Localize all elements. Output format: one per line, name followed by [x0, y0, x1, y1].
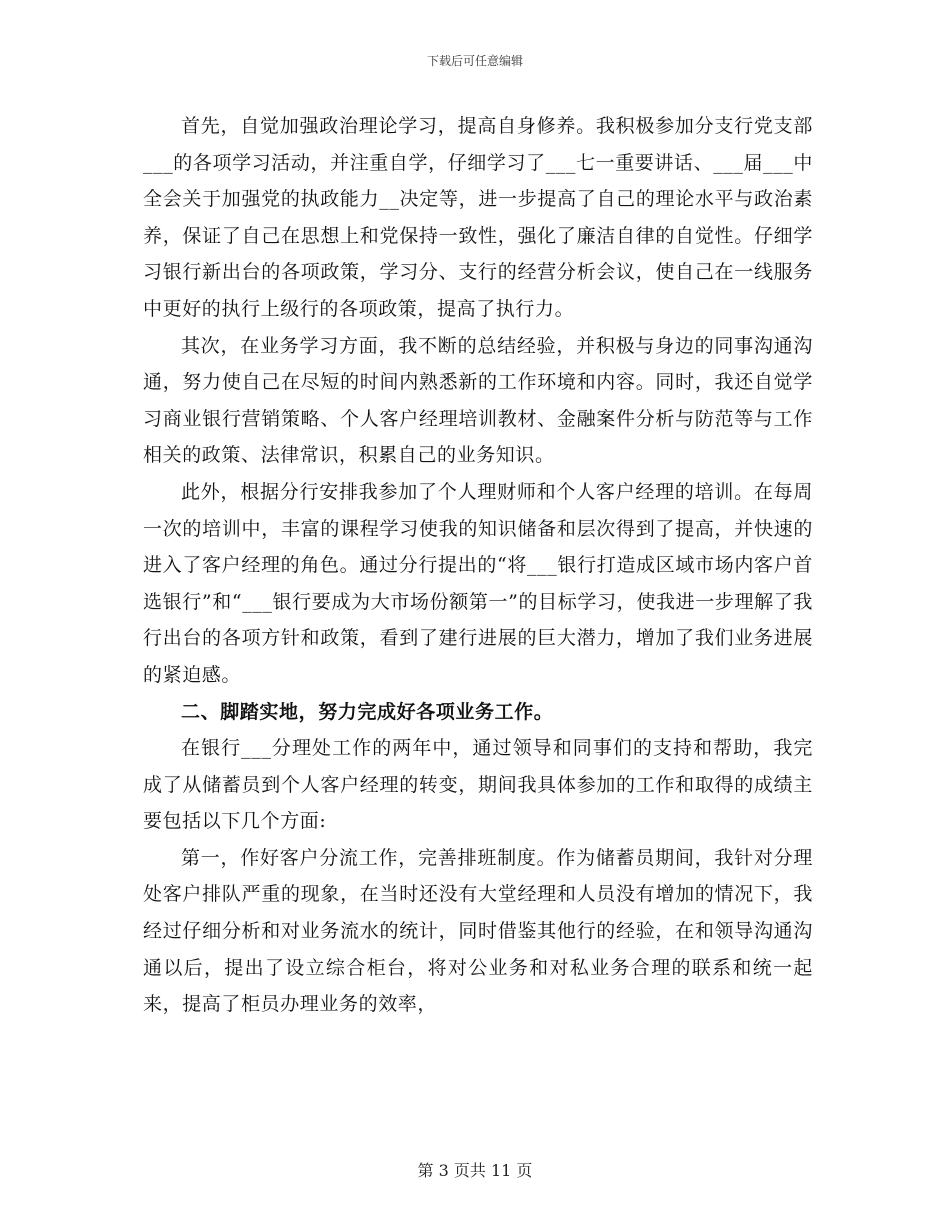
page-header: 下载后可任意编辑 — [426, 54, 523, 68]
paragraph-political-study: 首先，自觉加强政治理论学习，提高自身修养。我积极参加分支行党支部___的各项学习活动，并注重自学，仔细学习了___七一重要讲话、___届___中全会关于加强党的执政能力__决定等，进一步提高了自己的理论水平与政治素养，保证了自己在思想上和党保持一致性，强化了廉洁自律的自觉性。仔细学习银行新出台的各项政策，学习分、支行的经营分析会议，使自己在一线服务中更好的执行上级行的各项政策，提高了执行力。 — [143, 115, 814, 320]
page-footer: 第 3 页共 11 页 — [417, 1161, 533, 1180]
paragraph-business-study: 其次，在业务学习方面，我不断的总结经验，并积极与身边的同事沟通沟通，努力使自己在尽短的时间内熟悉新的工作环境和内容。同时，我还自觉学习商业银行营销策略、个人客户经理培训教材、金融案件分析与防范等与工作相关的政策、法律常识，积累自己的业务知识。 — [143, 334, 813, 467]
paragraph-training: 此外，根据分行安排我参加了个人理财师和个人客户经理的培训。在每周一次的培训中，丰富的课程学习使我的知识储备和层次得到了提高，并快速的进入了客户经理的角色。通过分行提出的“将___银行打造成区域市场内客户首选银行”和“___银行要成为大市场份额第一”的目标学习，使我进一步理解了我行出台的各项方针和政策，看到了建行进展的巨大潜力，增加了我们业务进展的紧迫感。 — [143, 480, 813, 686]
section-heading-2: 二、脚踏实地，努力完成好各项业务工作。 — [181, 700, 554, 723]
document-body — [143, 108, 813, 1023]
paragraph-work-intro: 在银行___分理处工作的两年中，通过领导和同事们的支持和帮助，我完成了从储蓄员到个人客户经理的转变，期间我具体参加的工作和取得的成绩主要包括以下几个方面: — [143, 737, 813, 833]
paragraph-customer-diversion: 第一，作好客户分流工作，完善排班制度。作为储蓄员期间，我针对分理处客户排队严重的现象，在当时还没有大堂经理和人员没有增加的情况下，我经过仔细分析和对业务流水的统计，同时借鉴其他行的经验，在和领导沟通沟通以后，提出了设立综合柜台，将对公业务和对私业务合理的联系和统一起来，提高了柜员办理业务的效率， — [143, 846, 813, 1016]
